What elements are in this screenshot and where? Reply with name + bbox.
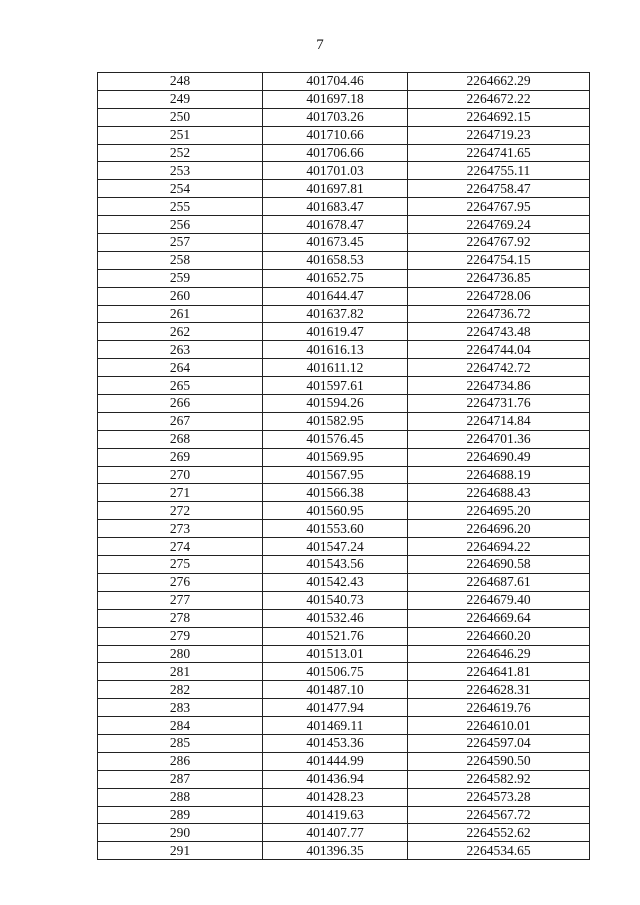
point-number-cell: 290 bbox=[98, 824, 263, 842]
table-row bbox=[98, 305, 590, 323]
table-row bbox=[98, 556, 590, 574]
x-coordinate-cell: 401701.03 bbox=[263, 162, 408, 180]
table-row bbox=[98, 538, 590, 556]
x-coordinate-cell: 401710.66 bbox=[263, 126, 408, 144]
table-row bbox=[98, 663, 590, 681]
y-coordinate-cell: 2264758.47 bbox=[408, 180, 590, 198]
table-row bbox=[98, 842, 590, 860]
point-number-cell: 261 bbox=[98, 305, 263, 323]
point-number-cell: 278 bbox=[98, 609, 263, 627]
table-row bbox=[98, 251, 590, 269]
table-row bbox=[98, 788, 590, 806]
point-number-cell: 249 bbox=[98, 90, 263, 108]
y-coordinate-cell: 2264744.04 bbox=[408, 341, 590, 359]
table-row bbox=[98, 377, 590, 395]
y-coordinate-cell: 2264672.22 bbox=[408, 90, 590, 108]
y-coordinate-cell: 2264641.81 bbox=[408, 663, 590, 681]
table-row bbox=[98, 234, 590, 252]
table-row bbox=[98, 484, 590, 502]
point-number-cell: 276 bbox=[98, 573, 263, 591]
y-coordinate-cell: 2264582.92 bbox=[408, 770, 590, 788]
table-row bbox=[98, 126, 590, 144]
x-coordinate-cell: 401540.73 bbox=[263, 591, 408, 609]
y-coordinate-cell: 2264679.40 bbox=[408, 591, 590, 609]
table-row bbox=[98, 806, 590, 824]
point-number-cell: 285 bbox=[98, 734, 263, 752]
table-row bbox=[98, 609, 590, 627]
y-coordinate-cell: 2264567.72 bbox=[408, 806, 590, 824]
x-coordinate-cell: 401704.46 bbox=[263, 73, 408, 91]
table-row bbox=[98, 73, 590, 91]
table-row bbox=[98, 359, 590, 377]
y-coordinate-cell: 2264736.85 bbox=[408, 269, 590, 287]
x-coordinate-cell: 401697.18 bbox=[263, 90, 408, 108]
table-row bbox=[98, 627, 590, 645]
x-coordinate-cell: 401706.66 bbox=[263, 144, 408, 162]
y-coordinate-cell: 2264688.19 bbox=[408, 466, 590, 484]
y-coordinate-cell: 2264734.86 bbox=[408, 377, 590, 395]
x-coordinate-cell: 401428.23 bbox=[263, 788, 408, 806]
x-coordinate-cell: 401453.36 bbox=[263, 734, 408, 752]
x-coordinate-cell: 401594.26 bbox=[263, 395, 408, 413]
table-row bbox=[98, 323, 590, 341]
table-row bbox=[98, 412, 590, 430]
point-number-cell: 289 bbox=[98, 806, 263, 824]
table-row bbox=[98, 430, 590, 448]
x-coordinate-cell: 401652.75 bbox=[263, 269, 408, 287]
y-coordinate-cell: 2264590.50 bbox=[408, 752, 590, 770]
table-row bbox=[98, 573, 590, 591]
point-number-cell: 252 bbox=[98, 144, 263, 162]
y-coordinate-cell: 2264742.72 bbox=[408, 359, 590, 377]
y-coordinate-cell: 2264767.92 bbox=[408, 234, 590, 252]
point-number-cell: 264 bbox=[98, 359, 263, 377]
point-number-cell: 250 bbox=[98, 108, 263, 126]
table-row bbox=[98, 287, 590, 305]
y-coordinate-cell: 2264687.61 bbox=[408, 573, 590, 591]
x-coordinate-cell: 401543.56 bbox=[263, 556, 408, 574]
point-number-cell: 251 bbox=[98, 126, 263, 144]
x-coordinate-cell: 401487.10 bbox=[263, 681, 408, 699]
point-number-cell: 273 bbox=[98, 520, 263, 538]
x-coordinate-cell: 401576.45 bbox=[263, 430, 408, 448]
table-row bbox=[98, 520, 590, 538]
point-number-cell: 256 bbox=[98, 216, 263, 234]
x-coordinate-cell: 401566.38 bbox=[263, 484, 408, 502]
point-number-cell: 274 bbox=[98, 538, 263, 556]
x-coordinate-cell: 401547.24 bbox=[263, 538, 408, 556]
x-coordinate-cell: 401644.47 bbox=[263, 287, 408, 305]
point-number-cell: 287 bbox=[98, 770, 263, 788]
table-row bbox=[98, 466, 590, 484]
x-coordinate-cell: 401582.95 bbox=[263, 412, 408, 430]
x-coordinate-cell: 401521.76 bbox=[263, 627, 408, 645]
y-coordinate-cell: 2264731.76 bbox=[408, 395, 590, 413]
x-coordinate-cell: 401506.75 bbox=[263, 663, 408, 681]
x-coordinate-cell: 401611.12 bbox=[263, 359, 408, 377]
table-row bbox=[98, 108, 590, 126]
point-number-cell: 282 bbox=[98, 681, 263, 699]
point-number-cell: 253 bbox=[98, 162, 263, 180]
x-coordinate-cell: 401513.01 bbox=[263, 645, 408, 663]
point-number-cell: 270 bbox=[98, 466, 263, 484]
point-number-cell: 283 bbox=[98, 699, 263, 717]
point-number-cell: 271 bbox=[98, 484, 263, 502]
table-row bbox=[98, 198, 590, 216]
x-coordinate-cell: 401619.47 bbox=[263, 323, 408, 341]
y-coordinate-cell: 2264696.20 bbox=[408, 520, 590, 538]
y-coordinate-cell: 2264688.43 bbox=[408, 484, 590, 502]
x-coordinate-cell: 401532.46 bbox=[263, 609, 408, 627]
table-row bbox=[98, 734, 590, 752]
y-coordinate-cell: 2264610.01 bbox=[408, 717, 590, 735]
y-coordinate-cell: 2264719.23 bbox=[408, 126, 590, 144]
y-coordinate-cell: 2264628.31 bbox=[408, 681, 590, 699]
x-coordinate-cell: 401567.95 bbox=[263, 466, 408, 484]
y-coordinate-cell: 2264669.64 bbox=[408, 609, 590, 627]
point-number-cell: 269 bbox=[98, 448, 263, 466]
y-coordinate-cell: 2264754.15 bbox=[408, 251, 590, 269]
y-coordinate-cell: 2264755.11 bbox=[408, 162, 590, 180]
x-coordinate-cell: 401683.47 bbox=[263, 198, 408, 216]
point-number-cell: 291 bbox=[98, 842, 263, 860]
y-coordinate-cell: 2264728.06 bbox=[408, 287, 590, 305]
y-coordinate-cell: 2264660.20 bbox=[408, 627, 590, 645]
point-number-cell: 286 bbox=[98, 752, 263, 770]
point-number-cell: 265 bbox=[98, 377, 263, 395]
table-row bbox=[98, 162, 590, 180]
point-number-cell: 257 bbox=[98, 234, 263, 252]
y-coordinate-cell: 2264597.04 bbox=[408, 734, 590, 752]
point-number-cell: 262 bbox=[98, 323, 263, 341]
x-coordinate-cell: 401436.94 bbox=[263, 770, 408, 788]
x-coordinate-cell: 401444.99 bbox=[263, 752, 408, 770]
x-coordinate-cell: 401658.53 bbox=[263, 251, 408, 269]
y-coordinate-cell: 2264695.20 bbox=[408, 502, 590, 520]
point-number-cell: 279 bbox=[98, 627, 263, 645]
y-coordinate-cell: 2264692.15 bbox=[408, 108, 590, 126]
point-number-cell: 263 bbox=[98, 341, 263, 359]
table-row bbox=[98, 681, 590, 699]
x-coordinate-cell: 401560.95 bbox=[263, 502, 408, 520]
table-row bbox=[98, 216, 590, 234]
point-number-cell: 248 bbox=[98, 73, 263, 91]
point-number-cell: 284 bbox=[98, 717, 263, 735]
point-number-cell: 281 bbox=[98, 663, 263, 681]
page-number: 7 bbox=[316, 37, 324, 53]
point-number-cell: 267 bbox=[98, 412, 263, 430]
y-coordinate-cell: 2264741.65 bbox=[408, 144, 590, 162]
y-coordinate-cell: 2264767.95 bbox=[408, 198, 590, 216]
y-coordinate-cell: 2264552.62 bbox=[408, 824, 590, 842]
y-coordinate-cell: 2264690.49 bbox=[408, 448, 590, 466]
table-row bbox=[98, 448, 590, 466]
y-coordinate-cell: 2264743.48 bbox=[408, 323, 590, 341]
x-coordinate-cell: 401703.26 bbox=[263, 108, 408, 126]
table-row bbox=[98, 824, 590, 842]
x-coordinate-cell: 401553.60 bbox=[263, 520, 408, 538]
x-coordinate-cell: 401637.82 bbox=[263, 305, 408, 323]
point-number-cell: 266 bbox=[98, 395, 263, 413]
y-coordinate-cell: 2264736.72 bbox=[408, 305, 590, 323]
x-coordinate-cell: 401569.95 bbox=[263, 448, 408, 466]
table-row bbox=[98, 180, 590, 198]
point-number-cell: 272 bbox=[98, 502, 263, 520]
table-row bbox=[98, 645, 590, 663]
point-number-cell: 254 bbox=[98, 180, 263, 198]
y-coordinate-cell: 2264646.29 bbox=[408, 645, 590, 663]
x-coordinate-cell: 401673.45 bbox=[263, 234, 408, 252]
point-number-cell: 275 bbox=[98, 556, 263, 574]
x-coordinate-cell: 401697.81 bbox=[263, 180, 408, 198]
table-row bbox=[98, 502, 590, 520]
table-row bbox=[98, 752, 590, 770]
x-coordinate-cell: 401407.77 bbox=[263, 824, 408, 842]
table-row bbox=[98, 699, 590, 717]
y-coordinate-cell: 2264573.28 bbox=[408, 788, 590, 806]
y-coordinate-cell: 2264714.84 bbox=[408, 412, 590, 430]
table-row bbox=[98, 269, 590, 287]
x-coordinate-cell: 401597.61 bbox=[263, 377, 408, 395]
point-number-cell: 255 bbox=[98, 198, 263, 216]
table-row bbox=[98, 144, 590, 162]
point-number-cell: 280 bbox=[98, 645, 263, 663]
x-coordinate-cell: 401469.11 bbox=[263, 717, 408, 735]
point-number-cell: 258 bbox=[98, 251, 263, 269]
x-coordinate-cell: 401542.43 bbox=[263, 573, 408, 591]
y-coordinate-cell: 2264534.65 bbox=[408, 842, 590, 860]
y-coordinate-cell: 2264694.22 bbox=[408, 538, 590, 556]
table-row bbox=[98, 90, 590, 108]
table-row bbox=[98, 591, 590, 609]
point-number-cell: 268 bbox=[98, 430, 263, 448]
table-row bbox=[98, 341, 590, 359]
coordinates-table-body bbox=[98, 73, 590, 860]
point-number-cell: 288 bbox=[98, 788, 263, 806]
table-row bbox=[98, 717, 590, 735]
y-coordinate-cell: 2264701.36 bbox=[408, 430, 590, 448]
x-coordinate-cell: 401678.47 bbox=[263, 216, 408, 234]
point-number-cell: 259 bbox=[98, 269, 263, 287]
y-coordinate-cell: 2264619.76 bbox=[408, 699, 590, 717]
point-number-cell: 260 bbox=[98, 287, 263, 305]
coordinates-table bbox=[97, 72, 590, 860]
x-coordinate-cell: 401419.63 bbox=[263, 806, 408, 824]
point-number-cell: 277 bbox=[98, 591, 263, 609]
table-row bbox=[98, 395, 590, 413]
y-coordinate-cell: 2264769.24 bbox=[408, 216, 590, 234]
y-coordinate-cell: 2264690.58 bbox=[408, 556, 590, 574]
x-coordinate-cell: 401396.35 bbox=[263, 842, 408, 860]
x-coordinate-cell: 401477.94 bbox=[263, 699, 408, 717]
y-coordinate-cell: 2264662.29 bbox=[408, 73, 590, 91]
table-row bbox=[98, 770, 590, 788]
x-coordinate-cell: 401616.13 bbox=[263, 341, 408, 359]
